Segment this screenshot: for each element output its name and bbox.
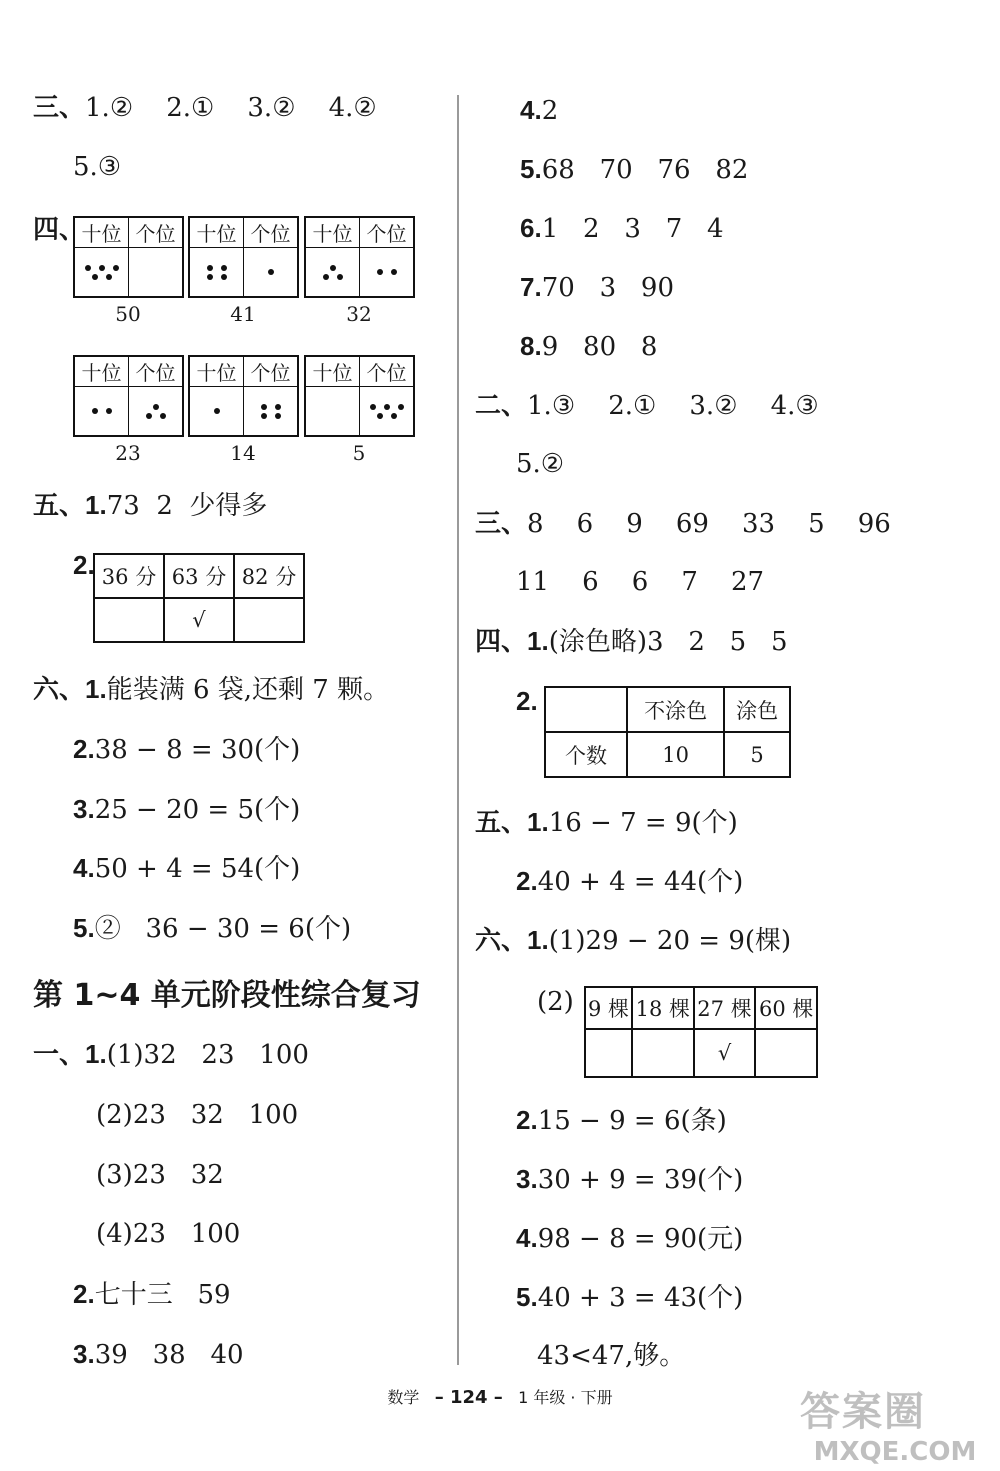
answer-line-yi-1-3: (3)23 32 [96,1160,224,1190]
tens-header: 十位 [189,356,244,387]
answer-line-yi-1-4: (4)23 100 [96,1219,241,1249]
answer-line-san-r1: 三、8 6 9 69 33 5 96 [475,508,891,539]
score-mark [94,598,164,642]
place-value-table [73,216,184,298]
answer-line-liu-r1: 六、1.(1)29 − 20 = 9(棵) [475,925,792,956]
score-mark: √ [164,598,234,642]
place-value-caption: 14 [230,441,256,465]
score-mark [234,598,304,642]
answer-line-liu-r5: 5.40 + 3 = 43(个) [516,1282,744,1313]
tens-header: 十位 [74,356,129,387]
place-value-caption: 50 [115,302,141,326]
tree-header: 27 棵 [694,987,756,1029]
tens-header: 十位 [189,217,244,248]
color-table-header: 涂色 [724,687,790,732]
place-value-caption: 41 [230,302,256,326]
tree-header: 9 棵 [585,987,632,1029]
answer-line-liu-4: 4.50 + 4 = 54(个) [73,853,301,884]
ones-dots [244,248,299,298]
ones-header: 个位 [244,217,299,248]
tree-mark: √ [694,1029,756,1077]
answer-line-san-r2: 11 6 6 7 27 [516,567,765,597]
color-count-table [544,686,791,778]
answer-line-r5: 5.68 70 76 82 [520,154,749,185]
answer-line-san: 三、1.② 2.① 3.② 4.② [33,92,377,123]
tree-header: 18 棵 [632,987,694,1029]
ones-header: 个位 [360,217,415,248]
answer-line-liu-r2: 2.15 − 9 = 6(条) [516,1105,727,1136]
answer-line-r4: 4.2 [520,95,559,126]
answer-line-wu-r1: 五、1.16 − 7 = 9(个) [475,807,738,838]
footer-subject: 数学 [387,1388,420,1407]
answer-line-liu-r5b: 43<47,够。 [537,1341,686,1371]
score-header: 82 分 [234,554,304,598]
tree-header: 60 棵 [755,987,817,1029]
place-value-caption: 32 [346,302,372,326]
score-table [93,553,305,643]
ones-dots [360,248,415,298]
section-label-si: 四、 [33,214,86,244]
answer-line-liu-r4: 4.98 − 8 = 90(元) [516,1223,744,1254]
color-table-cell: 5 [724,732,790,777]
tens-dots [189,248,244,298]
place-value-table [73,355,184,437]
tens-dots [189,387,244,437]
answer-line-wu-1: 五、1.73 2 少得多 [33,490,268,521]
tens-header: 十位 [305,356,360,387]
tree-mark [755,1029,817,1077]
answer-line-liu-r1b: (2) [537,987,574,1017]
place-value-table [188,355,299,437]
ones-header: 个位 [129,356,184,387]
answer-line-yi-2: 2.七十三 59 [73,1279,231,1310]
answer-line-san-5: 5.③ [73,152,122,182]
place-value-table [304,355,415,437]
column-divider [457,95,459,1365]
color-table-cell: 10 [627,732,724,777]
place-value-caption: 5 [352,441,366,465]
answer-line-si-r1: 四、1.(涂色略)3 2 5 5 [475,626,788,657]
tree-mark [585,1029,632,1077]
color-table-header: 不涂色 [627,687,724,732]
answer-line-er-5: 5.② [516,449,565,479]
answer-line-liu-1: 六、1.能装满 6 袋,还剩 7 颗。 [33,674,390,705]
answer-line-liu-2: 2.38 − 8 = 30(个) [73,734,301,765]
answer-line-r8: 8.9 80 8 [520,331,658,362]
answer-line-liu-5: 5.② 36 − 30 = 6(个) [73,913,352,944]
answer-line-yi-1-2: (2)23 32 100 [96,1100,299,1130]
ones-dots [129,387,184,437]
footer-grade: 1 年级 · 下册 [518,1388,613,1407]
tens-dots [305,248,360,298]
tree-mark [632,1029,694,1077]
tens-dots [305,387,360,437]
answer-line-wu-2-num: 2. [73,550,95,580]
answer-line-r7: 7.70 3 90 [520,272,674,303]
ones-header: 个位 [244,356,299,387]
answer-line-er: 二、1.③ 2.① 3.② 4.③ [475,390,819,421]
answer-line-r6: 6.1 2 3 7 4 [520,213,724,244]
color-table-header [545,687,627,732]
score-header: 36 分 [94,554,164,598]
tens-header: 十位 [74,217,129,248]
ones-dots [129,248,184,298]
tens-dots [74,387,129,437]
page-number: – 124 – [434,1387,503,1408]
section-title: 第 1~4 单元阶段性综合复习 [33,978,421,1013]
answer-line-wu-r2: 2.40 + 4 = 44(个) [516,866,744,897]
tens-header: 十位 [305,217,360,248]
answer-line-liu-r3: 3.30 + 9 = 39(个) [516,1164,744,1195]
place-value-table [188,216,299,298]
answer-line-si-r2-num: 2. [516,686,538,716]
ones-header: 个位 [360,356,415,387]
answer-line-yi-1: 一、1.(1)32 23 100 [33,1039,309,1070]
place-value-table [304,216,415,298]
tens-dots [74,248,129,298]
tree-table [584,986,818,1078]
ones-dots [360,387,415,437]
answer-line-yi-3: 3.39 38 40 [73,1339,244,1370]
place-value-caption: 23 [115,441,141,465]
color-table-cell: 个数 [545,732,627,777]
score-header: 63 分 [164,554,234,598]
answer-line-liu-3: 3.25 − 20 = 5(个) [73,794,301,825]
ones-dots [244,387,299,437]
watermark-logo: 答案圈 MXQE.COM [800,1389,977,1467]
ones-header: 个位 [129,217,184,248]
